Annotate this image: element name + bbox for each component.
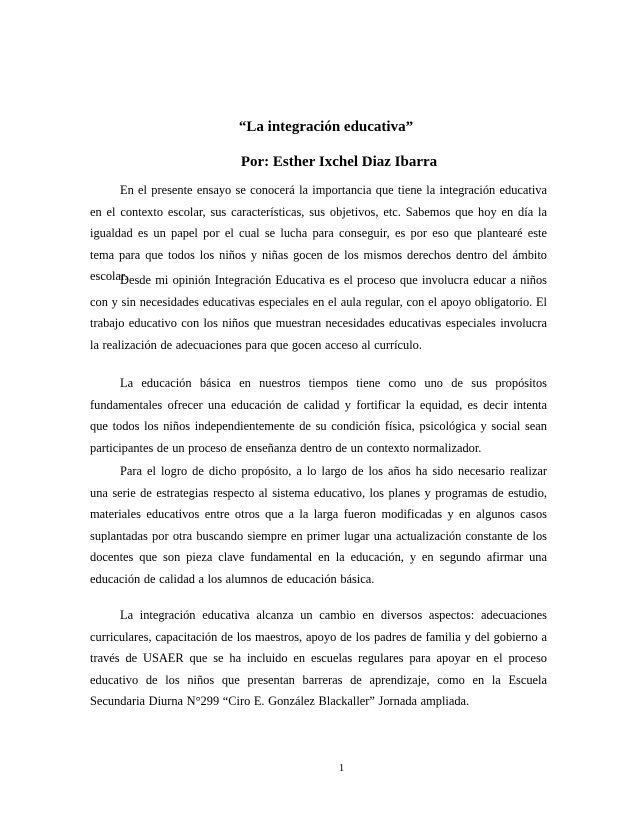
- paragraph-5: La integración educativa alcanza un cambio en diversos aspectos: adecuaciones curriculares, capacitación de los maestros, apoyo de los padres de familia y del gobierno a través de USAER que se ha incluido en escuelas regulares para apoyar en el proceso educativo de los niños que presentan barreras de aprendizaje, como en la Escuela Secundaria Diurna N°299 “Ciro E. González Blackaller” Jornada ampliada.: [90, 608, 547, 709]
- document-author: Por: Esther Ixchel Diaz Ibarra: [240, 154, 438, 170]
- paragraph-1: En el presente ensayo se conocerá la importancia que tiene la integración educativa en el contexto escolar, sus características, sus objetivos, etc. Sabemos que hoy en día la igualdad es un papel por el cual se lucha para conseguir, es por eso que plantearé este tema para que todos los niños y niñas gocen de los mismos derechos dentro del ámbito escolar.: [90, 183, 547, 284]
- document-title: “La integración educativa”: [238, 119, 414, 135]
- page-number: 1: [338, 762, 345, 774]
- paragraph-2: Desde mi opinión Integración Educativa es el proceso que involucra educar a niños con y sin necesidades educativas especiales en el aula regular, con el apoyo obligatorio. El trabajo educativo con los niños que muestran necesidades educativas especiales involucra la realización de adecuaciones para que gocen acceso al currículo.: [90, 273, 547, 352]
- paragraph-4: Para el logro de dicho propósito, a lo largo de los años ha sido necesario realizar una serie de estrategias respecto al sistema educativo, los planes y programas de estudio, materiales educativos entre otros que a la larga fueron modificadas y en algunos casos suplantadas por otra buscando siempre en primer lugar una actualización constante de los docentes que son pieza clave fundamental en la educación, y en segundo afirmar una educación de calidad a los alumnos de educación básica.: [90, 464, 547, 586]
- paragraph-3: La educación básica en nuestros tiempos tiene como uno de sus propósitos fundamentales ofrecer una educación de calidad y fortificar la equidad, es decir intenta que todos los niños independientemente de su condición física, psicológica y social sean participantes de un proceso de enseñanza dentro de un contexto normalizador.: [90, 376, 547, 455]
